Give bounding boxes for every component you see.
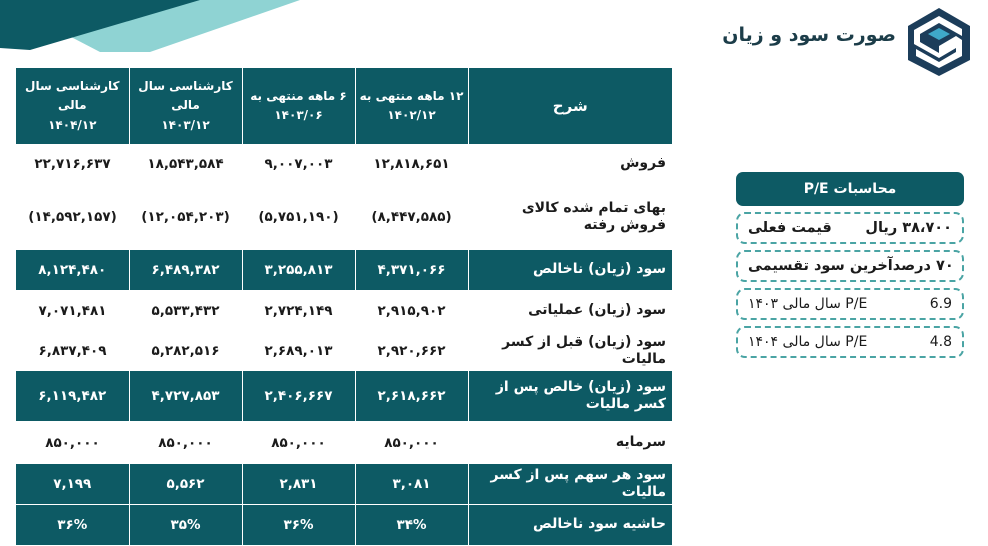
pe-calculation-panel [736,172,964,358]
pe-item-value: ۳۸،۷۰۰ ریال [865,220,952,236]
decorative-ribbons [0,0,300,52]
table-row-operating-profit [16,291,672,332]
table-row-net-profit [16,371,672,422]
row-label: سود (زیان) عملیاتی [468,291,672,332]
table-cell: ۲,۴۰۶,۶۶۷ [242,371,355,422]
table-cell: ۵,۵۶۲ [129,464,242,505]
table-cell: ۳,۲۵۵,۸۱۳ [242,250,355,291]
table-row-sales [16,144,672,184]
table-cell: ۷,۰۷۱,۴۸۱ [16,291,129,332]
table-cell: ۶,۱۱۹,۴۸۲ [16,371,129,422]
table-cell: ۸۵۰,۰۰۰ [242,422,355,465]
table-cell: ۸۵۰,۰۰۰ [129,422,242,465]
pe-item-pe-1403 [736,288,964,320]
table-row-capital [16,422,672,465]
header-col-1-line2: ۱۴۰۲/۱۲ [387,108,436,122]
header-description: شرح [468,68,672,144]
table-cell: ۹,۰۰۷,۰۰۳ [242,144,355,184]
table-cell: ۵,۲۸۲,۵۱۶ [129,331,242,371]
table-cell: (۱۲,۰۵۴,۲۰۳) [129,184,242,250]
pe-item-label: P/E سال مالی ۱۴۰۳ [748,296,868,312]
income-statement-table [16,68,672,546]
table-cell: ۱۲,۸۱۸,۶۵۱ [355,144,468,184]
row-label: سود (زیان) خالص پس از کسر مالیات [468,371,672,422]
table-cell: ۳۶% [16,505,129,546]
table-cell: (۸,۴۴۷,۵۸۵) [355,184,468,250]
table-cell: ۳۵% [129,505,242,546]
header-col-4-line2: ۱۴۰۴/۱۲ [48,117,97,132]
pe-item-pe-1404 [736,326,964,358]
pe-item-label: P/E سال مالی ۱۴۰۴ [748,334,868,350]
row-label: حاشیه سود ناخالص [468,505,672,546]
header-col-4 [16,68,129,144]
header-col-1-line1: ۱۲ ماهه منتهی به [359,88,464,103]
header-col-2-line2: ۱۴۰۳/۰۶ [274,108,323,122]
table-cell: ۳۴% [355,505,468,546]
header-col-4-line1: کارشناسی سال مالی [25,79,120,113]
table-cell: ۲,۷۲۴,۱۴۹ [242,291,355,332]
table-cell: ۷,۱۹۹ [16,464,129,505]
table-cell: ۸,۱۲۴,۴۸۰ [16,250,129,291]
table-cell: ۲,۶۸۹,۰۱۳ [242,331,355,371]
table-cell: ۶,۴۸۹,۳۸۲ [129,250,242,291]
row-label: فروش [468,144,672,184]
table-cell: ۱۸,۵۴۳,۵۸۴ [129,144,242,184]
table-cell: (۱۴,۵۹۲,۱۵۷) [16,184,129,250]
table-cell: ۳۶% [242,505,355,546]
table-row-eps [16,464,672,505]
pe-item-value: 4.8 [929,334,952,350]
header-col-2 [242,68,355,144]
pe-item-label: آخرین سود تقسیمی [748,258,893,274]
table-cell: (۵,۷۵۱,۱۹۰) [242,184,355,250]
table-cell: ۲,۹۲۰,۶۶۲ [355,331,468,371]
table-row-gross-profit [16,250,672,291]
table-cell: ۴,۳۷۱,۰۶۶ [355,250,468,291]
table-cell: ۵,۵۳۳,۴۳۲ [129,291,242,332]
table-cell: ۴,۷۲۷,۸۵۳ [129,371,242,422]
table-row-cogs [16,184,672,250]
table-cell: ۶,۸۳۷,۴۰۹ [16,331,129,371]
header-col-3-line1: کارشناسی سال مالی [138,79,233,113]
table-cell: ۲۲,۷۱۶,۶۳۷ [16,144,129,184]
header-col-2-line1: ۶ ماهه منتهی به [250,88,347,103]
row-label: سود (زیان) قبل از کسر مالیات [468,331,672,371]
header-col-1 [355,68,468,144]
header-col-3-line2: ۱۴۰۳/۱۲ [161,117,210,132]
header-col-3 [129,68,242,144]
table-cell: ۸۵۰,۰۰۰ [355,422,468,465]
pe-item-label: قیمت فعلی [748,220,832,236]
row-label: سود (زیان) ناخالص [468,250,672,291]
row-label: سرمایه [468,422,672,465]
table-cell: ۸۵۰,۰۰۰ [16,422,129,465]
row-label: سود هر سهم پس از کسر مالیات [468,464,672,505]
table-cell: ۳,۰۸۱ [355,464,468,505]
table-header-row [16,68,672,144]
table-cell: ۲,۶۱۸,۶۶۲ [355,371,468,422]
pe-item-value: 6.9 [929,296,952,312]
pe-item-current-price [736,212,964,244]
page-title: صورت سود و زیان [722,24,896,46]
table-row-gross-margin [16,505,672,546]
table-cell: ۲,۹۱۵,۹۰۲ [355,291,468,332]
pe-item-last-dividend [736,250,964,282]
company-logo [904,6,974,78]
row-label: بهای تمام شده کالای فروش رفته [468,184,672,250]
table-cell: ۲,۸۳۱ [242,464,355,505]
pe-item-value: ۷۰ درصد [892,258,954,274]
table-row-pretax-profit [16,331,672,371]
pe-panel-title: محاسبات P/E [736,172,964,206]
